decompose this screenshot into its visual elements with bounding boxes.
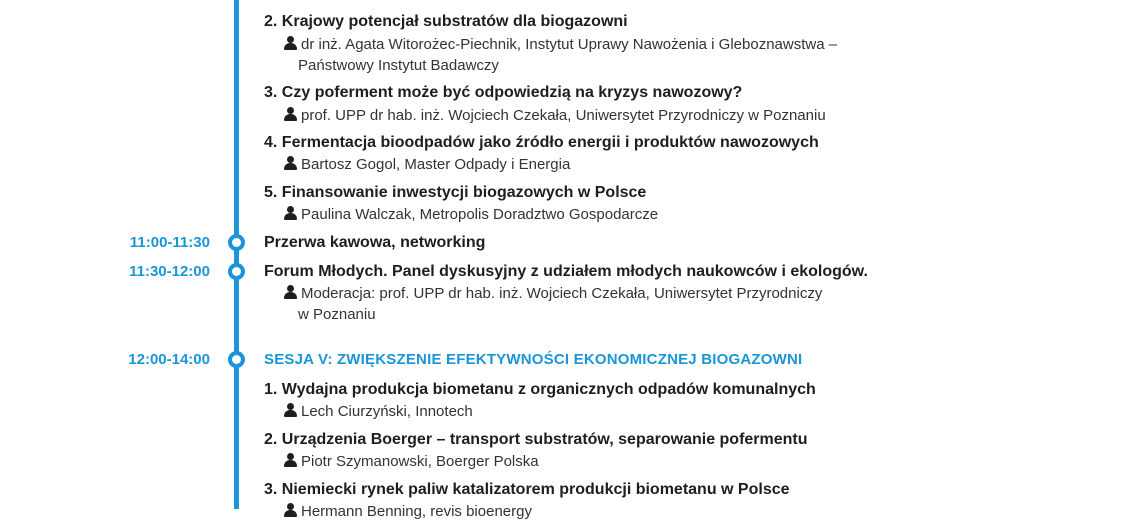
speaker-text: Moderacja: prof. UPP dr hab. inż. Wojciech Czekała, Uniwersytet Przyrodniczy bbox=[301, 285, 823, 302]
time-label: 11:30-12:00 bbox=[129, 263, 210, 280]
person-icon bbox=[284, 403, 297, 417]
agenda-item-speaker bbox=[284, 401, 1024, 422]
speaker-text: Hermann Benning, revis bioenergy bbox=[301, 503, 532, 520]
agenda-item-title: 3. Niemiecki rynek paliw katalizatorem produkcji biometanu w Polsce bbox=[264, 481, 790, 498]
speaker-text: prof. UPP dr hab. inż. Wojciech Czekała, Uniwersytet Przyrodniczy w Poznaniu bbox=[301, 107, 826, 124]
agenda-item-title: 2. Urządzenia Boerger – transport substratów, separowanie pofermentu bbox=[264, 431, 808, 448]
agenda-item-speaker bbox=[284, 501, 1024, 522]
speaker-text: Paulina Walczak, Metropolis Doradztwo Gospodarcze bbox=[301, 206, 659, 223]
agenda-item-speaker bbox=[284, 451, 1024, 472]
agenda-item-title: 3. Czy poferment może być odpowiedzią na kryzys nawozowy? bbox=[264, 84, 743, 101]
agenda-item-title: 1. Wydajna produkcja biometanu z organicznych odpadów komunalnych bbox=[264, 381, 816, 398]
agenda-item-title: Forum Młodych. Panel dyskusyjny z udziałem młodych naukowców i ekologów. bbox=[264, 263, 868, 280]
timeline-line bbox=[234, 0, 239, 509]
person-icon bbox=[284, 285, 297, 299]
agenda-item-title: 5. Finansowanie inwestycji biogazowych w Polsce bbox=[264, 184, 647, 201]
agenda-item-title: 2. Krajowy potencjał substratów dla biogazowni bbox=[264, 13, 628, 30]
person-icon bbox=[284, 107, 297, 121]
time-label: 12:00-14:00 bbox=[128, 351, 210, 368]
session-title: SESJA V: ZWIĘKSZENIE EFEKTYWNOŚCI EKONOMICZNEJ BIOGAZOWNI bbox=[264, 351, 803, 368]
person-icon bbox=[284, 156, 297, 170]
speaker-text: Piotr Szymanowski, Boerger Polska bbox=[301, 453, 539, 470]
speaker-text-continued: Państwowy Instytut Badawczy bbox=[298, 57, 499, 74]
person-icon bbox=[284, 36, 297, 50]
agenda-item-title: 4. Fermentacja bioodpadów jako źródło energii i produktów nawozowych bbox=[264, 134, 819, 151]
agenda-item-speaker bbox=[284, 204, 1024, 225]
person-icon bbox=[284, 453, 297, 467]
agenda-item-speaker bbox=[284, 34, 1024, 76]
speaker-text: Bartosz Gogol, Master Odpady i Energia bbox=[301, 156, 571, 173]
speaker-text: Lech Ciurzyński, Innotech bbox=[301, 403, 473, 420]
agenda-item-speaker bbox=[284, 105, 1024, 126]
speaker-text-continued: w Poznaniu bbox=[298, 306, 376, 323]
speaker-text: dr inż. Agata Witorożec-Piechnik, Instytut Uprawy Nawożenia i Gleboznawstwa – bbox=[301, 36, 838, 53]
person-icon bbox=[284, 206, 297, 220]
time-label: 11:00-11:30 bbox=[129, 234, 210, 251]
agenda-item-title: Przerwa kawowa, networking bbox=[264, 234, 486, 251]
agenda-item-speaker bbox=[284, 154, 1024, 175]
timeline-node bbox=[228, 351, 245, 368]
timeline-node bbox=[228, 234, 245, 251]
agenda-item-speaker bbox=[284, 283, 1024, 325]
timeline-node bbox=[228, 263, 245, 280]
person-icon bbox=[284, 503, 297, 517]
